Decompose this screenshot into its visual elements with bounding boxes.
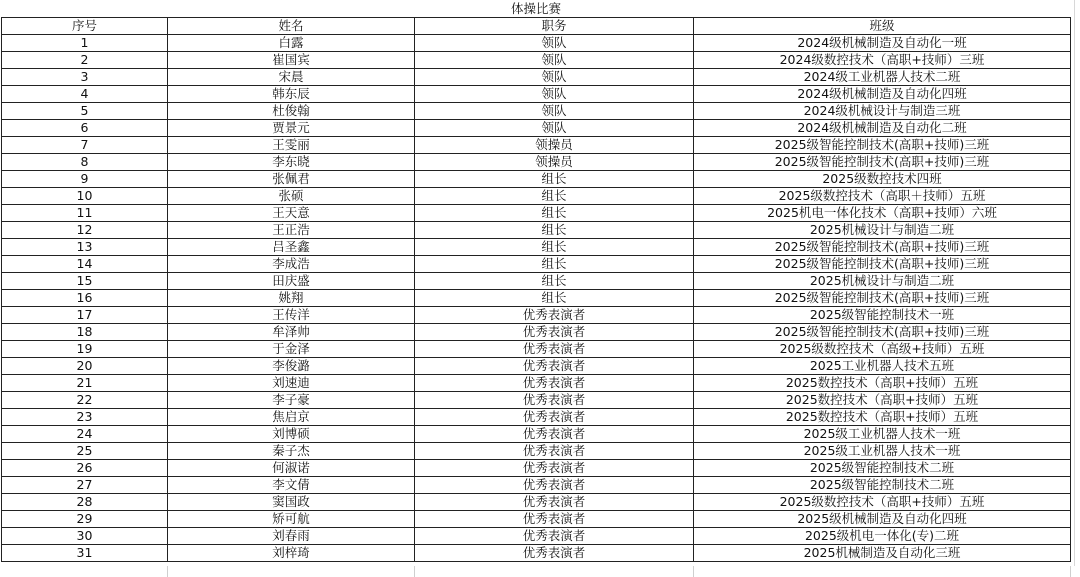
- cell-name[interactable]: 李子豪: [168, 392, 415, 409]
- cell-role[interactable]: 优秀表演者: [415, 477, 694, 494]
- cell-index[interactable]: 30: [2, 528, 168, 545]
- cell-role[interactable]: 优秀表演者: [415, 341, 694, 358]
- cell-class[interactable]: 2024级机械制造及自动化四班: [694, 86, 1071, 103]
- table-row: [2, 188, 1071, 205]
- table-row: [2, 426, 1071, 443]
- cell-class[interactable]: 2025数控技术（高职+技师）五班: [694, 409, 1071, 426]
- cell-role[interactable]: 组长: [415, 188, 694, 205]
- table-row: [2, 460, 1071, 477]
- cell-index[interactable]: 3: [2, 69, 168, 86]
- table-row: [2, 494, 1071, 511]
- cell-class[interactable]: 2025级工业机器人技术一班: [694, 443, 1071, 460]
- cell-index[interactable]: 15: [2, 273, 168, 290]
- cell-class[interactable]: 2025级智能控制技术(高职+技师)三班: [694, 256, 1071, 273]
- cell-index[interactable]: 18: [2, 324, 168, 341]
- cell-role[interactable]: 领队: [415, 103, 694, 120]
- table-row: [2, 86, 1071, 103]
- cell-role[interactable]: 优秀表演者: [415, 324, 694, 341]
- cell-name[interactable]: 王传洋: [168, 307, 415, 324]
- cell-name[interactable]: 刘速迪: [168, 375, 415, 392]
- table-row: [2, 307, 1071, 324]
- cell-class[interactable]: 2025级机电一体化(专)二班: [694, 528, 1071, 545]
- table-row: [2, 358, 1071, 375]
- cell-role[interactable]: 优秀表演者: [415, 443, 694, 460]
- cell-class[interactable]: 2025工业机器人技术五班: [694, 358, 1071, 375]
- cell-index[interactable]: 25: [2, 443, 168, 460]
- cell-index[interactable]: 12: [2, 222, 168, 239]
- sheet-bottom: [0, 566, 1080, 577]
- table-row: [2, 375, 1071, 392]
- cell-role[interactable]: 组长: [415, 222, 694, 239]
- cell-index[interactable]: 24: [2, 426, 168, 443]
- table-row: [2, 120, 1071, 137]
- table-row: [2, 511, 1071, 528]
- cell-index[interactable]: 10: [2, 188, 168, 205]
- column-gridline: [693, 566, 694, 577]
- cell-role[interactable]: 领队: [415, 69, 694, 86]
- table-row: [2, 443, 1071, 460]
- table-row: [2, 273, 1071, 290]
- cell-class[interactable]: 2025机械设计与制造二班: [694, 273, 1071, 290]
- cell-index[interactable]: 5: [2, 103, 168, 120]
- cell-role[interactable]: 优秀表演者: [415, 358, 694, 375]
- cell-name[interactable]: 宋晨: [168, 69, 415, 86]
- cell-role[interactable]: 优秀表演者: [415, 375, 694, 392]
- cell-role[interactable]: 优秀表演者: [415, 460, 694, 477]
- cell-role[interactable]: 优秀表演者: [415, 528, 694, 545]
- cell-class[interactable]: 2025级数控技术四班: [694, 171, 1071, 188]
- cell-role[interactable]: 组长: [415, 273, 694, 290]
- cell-class[interactable]: 2024级机械制造及自动化二班: [694, 120, 1071, 137]
- cell-class[interactable]: 2024级工业机器人技术二班: [694, 69, 1071, 86]
- cell-role[interactable]: 组长: [415, 171, 694, 188]
- cell-name[interactable]: 杜俊翰: [168, 103, 415, 120]
- cell-name[interactable]: 张硕: [168, 188, 415, 205]
- cell-role[interactable]: 领操员: [415, 154, 694, 171]
- cell-class[interactable]: 2025级智能控制技术(高职+技师)三班: [694, 239, 1071, 256]
- cell-role[interactable]: 领队: [415, 52, 694, 69]
- cell-class[interactable]: 2025级数控技术（高职+技师）五班: [694, 494, 1071, 511]
- cell-index[interactable]: 16: [2, 290, 168, 307]
- cell-name[interactable]: 张佩君: [168, 171, 415, 188]
- cell-name[interactable]: 刘梓琦: [168, 545, 415, 562]
- table-row: [2, 239, 1071, 256]
- cell-name[interactable]: 何淑诺: [168, 460, 415, 477]
- cell-class[interactable]: 2025级智能控制技术(高职+技师)三班: [694, 324, 1071, 341]
- cell-class[interactable]: 2025数控技术（高职+技师）五班: [694, 375, 1071, 392]
- cell-index[interactable]: 9: [2, 171, 168, 188]
- cell-class[interactable]: 2024级数控技术（高职+技师）三班: [694, 52, 1071, 69]
- cell-class[interactable]: 2025级智能控制技术一班: [694, 307, 1071, 324]
- cell-role[interactable]: 优秀表演者: [415, 494, 694, 511]
- table-row: [2, 341, 1071, 358]
- cell-name[interactable]: 姚翔: [168, 290, 415, 307]
- cell-index[interactable]: 27: [2, 477, 168, 494]
- column-gridline: [414, 566, 415, 577]
- table-row: [2, 528, 1071, 545]
- cell-class[interactable]: 2025级智能控制技术(高职+技师)三班: [694, 154, 1071, 171]
- cell-name[interactable]: 王雯丽: [168, 137, 415, 154]
- cell-class[interactable]: 2025数控技术（高职+技师）五班: [694, 392, 1071, 409]
- table-row: [2, 205, 1071, 222]
- cell-index[interactable]: 11: [2, 205, 168, 222]
- header-cell-class[interactable]: 班级: [694, 18, 1071, 35]
- cell-class[interactable]: 2025级数控技术（高职＋技师）五班: [694, 188, 1071, 205]
- table-row: [2, 222, 1071, 239]
- cell-index[interactable]: 20: [2, 358, 168, 375]
- cell-role[interactable]: 组长: [415, 290, 694, 307]
- cell-role[interactable]: 优秀表演者: [415, 307, 694, 324]
- table-row: [2, 69, 1071, 86]
- cell-name[interactable]: 牟泽帅: [168, 324, 415, 341]
- cell-role[interactable]: 优秀表演者: [415, 511, 694, 528]
- table-row: [2, 154, 1071, 171]
- cell-name[interactable]: 李成浩: [168, 256, 415, 273]
- cell-name[interactable]: 吕圣鑫: [168, 239, 415, 256]
- table-row: [2, 477, 1071, 494]
- header-cell-name[interactable]: 姓名: [168, 18, 415, 35]
- cell-class[interactable]: 2025级数控技术（高级+技师）五班: [694, 341, 1071, 358]
- cell-name[interactable]: 王天意: [168, 205, 415, 222]
- cell-name[interactable]: 于金泽: [168, 341, 415, 358]
- cell-name[interactable]: 矫可航: [168, 511, 415, 528]
- cell-role[interactable]: 领队: [415, 120, 694, 137]
- cell-name[interactable]: 秦子杰: [168, 443, 415, 460]
- cell-index[interactable]: 14: [2, 256, 168, 273]
- cell-role[interactable]: 组长: [415, 239, 694, 256]
- cell-index[interactable]: 28: [2, 494, 168, 511]
- table-title[interactable]: 体操比赛: [2, 1, 1071, 18]
- cell-index[interactable]: 8: [2, 154, 168, 171]
- cell-name[interactable]: 李俊潞: [168, 358, 415, 375]
- cell-index[interactable]: 26: [2, 460, 168, 477]
- table-row: [2, 256, 1071, 273]
- cell-class[interactable]: 2024级机械设计与制造三班: [694, 103, 1071, 120]
- cell-role[interactable]: 领队: [415, 86, 694, 103]
- cell-class[interactable]: 2025级智能控制技术二班: [694, 477, 1071, 494]
- table-row: [2, 35, 1071, 52]
- cell-index[interactable]: 31: [2, 545, 168, 562]
- cell-role[interactable]: 组长: [415, 205, 694, 222]
- cell-index[interactable]: 23: [2, 409, 168, 426]
- cell-index[interactable]: 7: [2, 137, 168, 154]
- cell-class[interactable]: 2024级机械制造及自动化一班: [694, 35, 1071, 52]
- header-cell-role[interactable]: 职务: [415, 18, 694, 35]
- cell-role[interactable]: 优秀表演者: [415, 409, 694, 426]
- table-row: [2, 103, 1071, 120]
- table-row: [2, 290, 1071, 307]
- cell-name[interactable]: 李东晓: [168, 154, 415, 171]
- cell-index[interactable]: 1: [2, 35, 168, 52]
- cell-index[interactable]: 19: [2, 341, 168, 358]
- cell-name[interactable]: 刘博硕: [168, 426, 415, 443]
- cell-name[interactable]: 焦启京: [168, 409, 415, 426]
- table-row: [2, 324, 1071, 341]
- cell-role[interactable]: 领队: [415, 35, 694, 52]
- cell-class[interactable]: 2025机械制造及自动化三班: [694, 545, 1071, 562]
- table-row: [2, 137, 1071, 154]
- table-row: [2, 171, 1071, 188]
- cell-role[interactable]: 优秀表演者: [415, 545, 694, 562]
- cell-index[interactable]: 6: [2, 120, 168, 137]
- cell-index[interactable]: 17: [2, 307, 168, 324]
- cell-name[interactable]: 崔国宾: [168, 52, 415, 69]
- cell-name[interactable]: 田庆盛: [168, 273, 415, 290]
- column-gridline: [1070, 566, 1071, 577]
- cell-class[interactable]: 2025级智能控制技术二班: [694, 460, 1071, 477]
- column-gridline: [1074, 0, 1075, 577]
- cell-name[interactable]: 王正浩: [168, 222, 415, 239]
- title-row: [2, 1, 1071, 18]
- header-row: [2, 18, 1071, 35]
- cell-class[interactable]: 2025级智能控制技术(高职+技师)三班: [694, 290, 1071, 307]
- table-row: [2, 545, 1071, 562]
- cell-class[interactable]: 2025级机械制造及自动化四班: [694, 511, 1071, 528]
- cell-name[interactable]: 窦国政: [168, 494, 415, 511]
- cell-class[interactable]: 2025机电一体化技术（高职+技师）六班: [694, 205, 1071, 222]
- gymnastics-table: [1, 1, 1071, 562]
- cell-name[interactable]: 李文倩: [168, 477, 415, 494]
- cell-name[interactable]: 刘春雨: [168, 528, 415, 545]
- cell-index[interactable]: 21: [2, 375, 168, 392]
- cell-role[interactable]: 组长: [415, 256, 694, 273]
- cell-class[interactable]: 2025级智能控制技术(高职+技师)三班: [694, 137, 1071, 154]
- cell-name[interactable]: 贾景元: [168, 120, 415, 137]
- cell-name[interactable]: 韩东辰: [168, 86, 415, 103]
- cell-index[interactable]: 22: [2, 392, 168, 409]
- cell-index[interactable]: 4: [2, 86, 168, 103]
- cell-class[interactable]: 2025机械设计与制造二班: [694, 222, 1071, 239]
- header-cell-index[interactable]: 序号: [2, 18, 168, 35]
- column-gridline: [167, 566, 168, 577]
- cell-class[interactable]: 2025级工业机器人技术一班: [694, 426, 1071, 443]
- table-row: [2, 409, 1071, 426]
- cell-role[interactable]: 优秀表演者: [415, 426, 694, 443]
- table-row: [2, 52, 1071, 69]
- table-row: [2, 392, 1071, 409]
- cell-role[interactable]: 优秀表演者: [415, 392, 694, 409]
- cell-name[interactable]: 白露: [168, 35, 415, 52]
- cell-index[interactable]: 29: [2, 511, 168, 528]
- cell-index[interactable]: 2: [2, 52, 168, 69]
- cell-role[interactable]: 领操员: [415, 137, 694, 154]
- cell-index[interactable]: 13: [2, 239, 168, 256]
